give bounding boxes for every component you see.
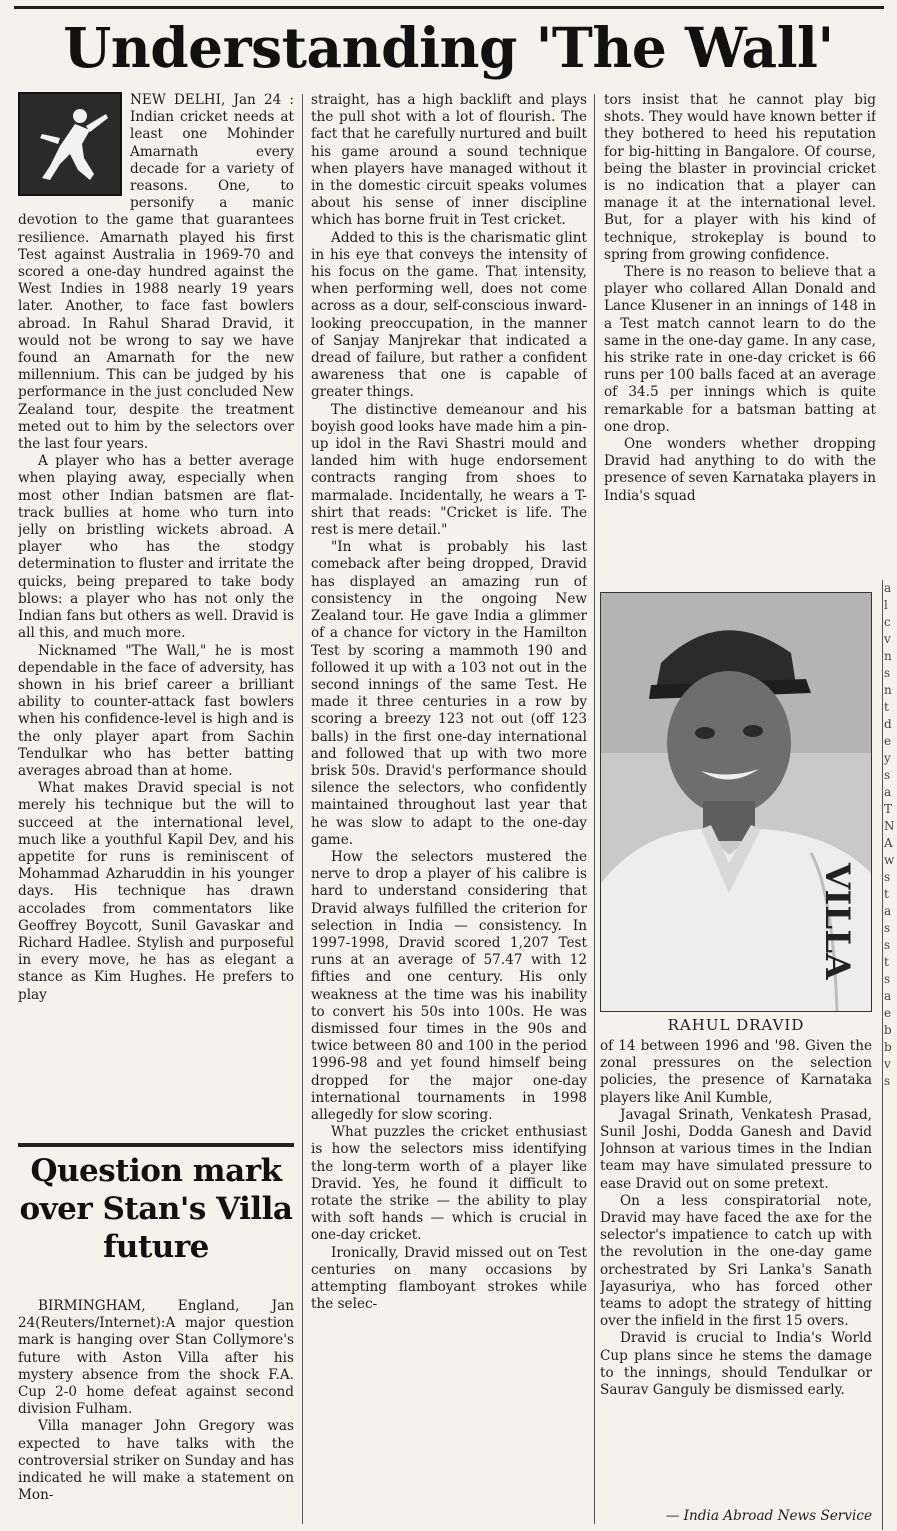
edge-letter: b: [884, 1040, 892, 1054]
edge-letter: d: [884, 717, 892, 731]
edge-letter: a: [884, 989, 892, 1003]
article-paragraph: The distinctive demeanour and his boyish good looks have made him a pin-up idol in the Ravi Shastri mould and landed him with huge endorsement contracts ranging from shoes to marmalade. Incidentally, he wears a T-shirt that reads: "Cricket is life. The rest is mere detail.": [311, 401, 587, 539]
main-story-column-3: [604, 92, 876, 607]
main-story-column-1: [18, 92, 294, 1132]
article-paragraph: straight, has a high backlift and plays the pull shot with a lot of flourish. The fact that he carefully nurtured and built his game around a sound technique when players have managed without it in the domestic circuit speaks volumes about his sense of inner discipline which has borne fruit in Test cricket.: [311, 92, 587, 229]
article-paragraph: On a less conspiratorial note, Dravid may have faced the axe for the selector's impatience to catch up with the revolution in the one-day game orchestrated by Sri Lanka's Sanath Jayasuriya, who has forced other teams to adopt the strategy of hitting over the infield in the first 15 overs.: [600, 1192, 872, 1330]
dravid-photo: [600, 592, 872, 1012]
edge-letter: e: [884, 734, 892, 748]
edge-letter: s: [884, 768, 891, 782]
main-headline: Understanding 'The Wall': [63, 15, 834, 80]
edge-letter: n: [884, 649, 892, 663]
edge-letter: e: [884, 1006, 892, 1020]
main-story-column-2: [311, 92, 587, 1531]
article-paragraph: tors insist that he cannot play big shots. They would have known better if they bothered to heed his reputation for big-hitting in Bangalore. Of course, being the blaster in provincial cricket is no indication that a player can manage it at the international level. But, for a player with his kind of technique, strokeplay is bound to spring from growing confidence.: [604, 92, 876, 263]
edge-letter: t: [884, 955, 889, 969]
edge-letter: T: [884, 802, 893, 816]
article-paragraph: What puzzles the cricket enthusiast is how the selectors miss identifying the long-term worth of a player like Dravid. Yes, he found it difficult to rotate the strike — the ability to play with soft hands — which is crucial in one-day cricket.: [311, 1124, 587, 1244]
page-edge-divider: [882, 580, 883, 1530]
article-paragraph: Nicknamed "The Wall," he is most dependable in the face of adversity, has shown in his brief career a brilliant ability to counter-attack fast bowlers when his confidence-level is high and is the only player apart from Sachin Tendulkar who has better batting averages abroad than at home.: [18, 642, 294, 779]
edge-letter: t: [884, 887, 889, 901]
edge-letter: s: [884, 1074, 891, 1088]
edge-letter: c: [884, 615, 891, 629]
news-service-credit: — India Abroad News Service: [665, 1508, 872, 1524]
edge-letter: w: [884, 853, 895, 867]
article-paragraph: What makes Dravid special is not merely his technique but the will to succeed at the international level, much like a youthful Kapil Dev, and his appetite for runs is reminiscent of Mohammad Azharuddin in his younger days. His technique has drawn accolades from commentators like Geoffrey Boycott, Sunil Gavaskar and Richard Hadlee. Stylish and purposeful in every move, he has as elegant a stance as Kim Hughes. He prefers to play: [18, 780, 294, 1003]
column-divider: [302, 94, 303, 1524]
edge-letter: s: [884, 870, 891, 884]
article-paragraph: Javagal Srinath, Venkatesh Prasad, Sunil Joshi, Dodda Ganesh and David Johnson at various times in the Indian team may have simulated pressure to ease Dravid out on some pretext.: [600, 1106, 872, 1192]
edge-letter: y: [884, 751, 891, 765]
story-divider-rule: [18, 1143, 294, 1147]
edge-letter: a: [884, 785, 892, 799]
edge-letter: v: [884, 1057, 891, 1071]
article-paragraph: BIRMINGHAM, England, Jan 24(Reuters/Internet):A major question mark is hanging over Stan Collymore's future with Aston Villa after his mystery absence from the shock F.A. Cup 2-0 home defeat against second division Fulham.: [18, 1298, 294, 1418]
photo-caption: RAHUL DRAVID: [667, 1016, 805, 1034]
article-paragraph: Villa manager John Gregory was expected to have talks with the controversial striker on Sunday and has indicated he will make a statement on Mon-: [18, 1418, 294, 1504]
article-paragraph: One wonders whether dropping Dravid had anything to do with the presence of seven Karnataka players in India's squad: [604, 436, 876, 504]
edge-letter: b: [884, 1023, 892, 1037]
column-divider: [594, 94, 595, 1524]
edge-letter: l: [884, 598, 888, 612]
article-paragraph: A player who has a better average when playing away, especially when most other Indian batsmen are flat-track bullies at home who turn into jelly on bristling wickets abroad. A player who has the stodgy determination to fluster and irritate the quicks, being prepared to take body blows: a player who has not only the Indian fans but others as well. Dravid is all this, and much more.: [18, 453, 294, 642]
second-story-headline: Question mark over Stan's Villa future: [19, 1153, 293, 1265]
player-portrait-illustration: [601, 593, 871, 1011]
edge-letter: N: [884, 819, 895, 833]
edge-letter: s: [884, 972, 891, 986]
edge-letter: s: [884, 921, 891, 935]
edge-letter: s: [884, 938, 891, 952]
edge-letter: A: [884, 836, 893, 850]
second-story-body: [18, 1298, 294, 1531]
article-paragraph: Ironically, Dravid missed out on Test centuries on many occasions by attempting flamboyant strokes while the selec-: [311, 1244, 587, 1313]
article-paragraph: Added to this is the charismatic glint in his eye that conveys the intensity of his focus on the game. That intensity, when performing well, does not come across as a dour, self-conscious inward-looking preoccupation, in the manner of Sanjay Manjrekar that indicated a dread of failure, but rather a confident awareness that one is capable of greater things.: [311, 229, 587, 401]
adjacent-column-fragment: [884, 580, 897, 1531]
batsman-silhouette-icon: [18, 92, 122, 196]
article-paragraph: NEW DELHI, Jan 24 : Indian cricket needs at least one Mohinder Amarnath every decade for a variety of reasons. One, to personify a manic devotion to the game that guarantees resilience. Amarnath played his first Test against Australia in 1969-70 and scored a one-day hundred against the West Indies in 1988 nearly 19 years later. Another, to face fast bowlers abroad. In Rahul Sharad Dravid, it would not be wrong to say we have found an Amarnath for the new millennium. This can be judged by his performance in the just concluded New Zealand tour, despite the treatment meted out to him by the selectors over the last four years.: [18, 92, 294, 453]
edge-letter: t: [884, 700, 889, 714]
edge-letter: n: [884, 683, 892, 697]
article-paragraph: of 14 between 1996 and '98. Given the zonal pressures on the selection policies, the presence of Karnataka players like Anil Kumble,: [600, 1038, 872, 1106]
edge-letter: s: [884, 666, 891, 680]
shirt-sponsor-text: VILLA: [817, 863, 857, 980]
edge-letter: v: [884, 632, 891, 646]
edge-letter: a: [884, 581, 892, 595]
article-paragraph: "In what is probably his last comeback after being dropped, Dravid has displayed an amazing run of consistency in the ongoing New Zealand tour. He gave India a glimmer of a chance for victory in the Hamilton Test by scoring a mammoth 190 and followed it up with a 103 not out in the second innings of the same Test. He made it three centuries in a row by scoring a breezy 123 not out (off 123 balls) in the first one-day international and followed that up with two more brisk 50s. Dravid's performance should silence the selectors, who confidently maintained throughout last year that he was slow to adapt to the one-day game.: [311, 539, 587, 848]
article-paragraph: Dravid is crucial to India's World Cup plans since he stems the damage to the innings, should Tendulkar or Saurav Ganguly be dismissed early.: [600, 1330, 872, 1399]
main-story-column-3-continued: [600, 1038, 872, 1498]
edge-letter: a: [884, 904, 892, 918]
article-paragraph: There is no reason to believe that a player who collared Allan Donald and Lance Klusener in an innings of 148 in a Test match cannot learn to do the same in the one-day game. In any case, his strike rate in one-day cricket is 66 runs per 100 balls faced at an average of 34.5 per innings which is quite remarkable for a batsman batting at one drop.: [604, 264, 876, 435]
top-rule: [14, 6, 884, 9]
article-paragraph: How the selectors mustered the nerve to drop a player of his calibre is hard to understand considering that Dravid always fulfilled the criterion for selection in India — consistency. In 1997-1998, Dravid scored 1,207 Test runs at an average of 57.47 with 12 fifties and one century. His only weakness at the time was his inability to convert his 50s into 100s. He was dismissed four times in the 90s and twice between 80 and 100 in the period 1996-98 and yet found himself being dropped for the major one-day international tournaments in 1998 allegedly for slow scoring.: [311, 848, 587, 1123]
